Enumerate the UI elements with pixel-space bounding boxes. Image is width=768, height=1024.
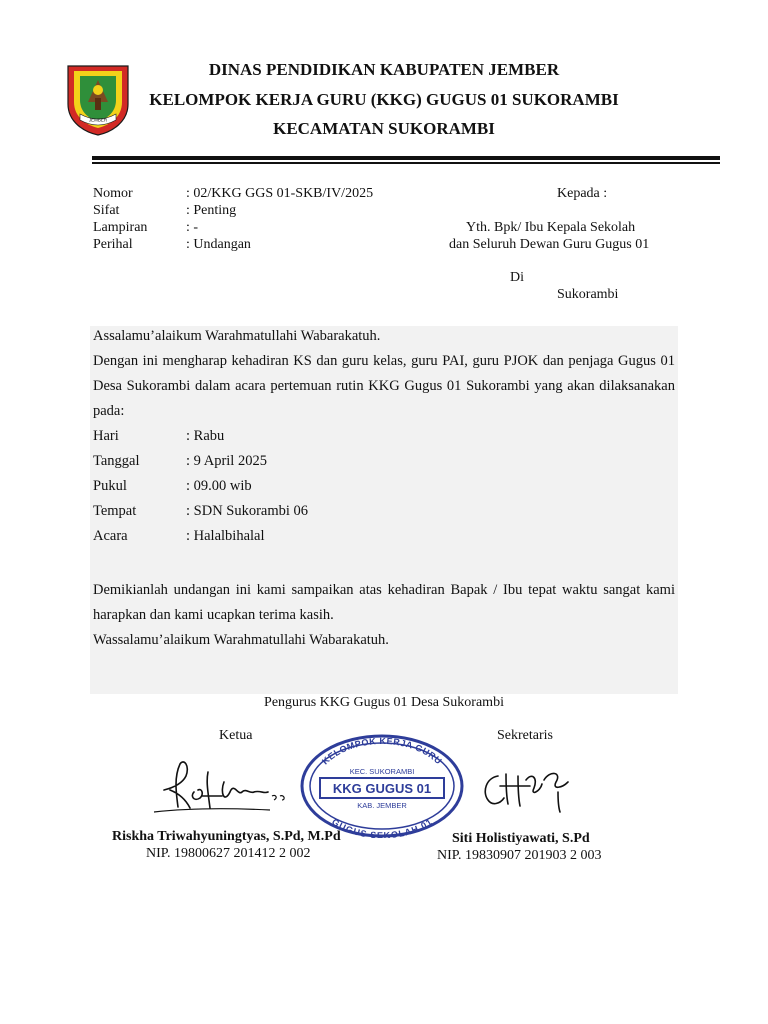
stamp-bottom-arc: GUGUS SEKOLAH 01	[330, 816, 435, 838]
meta-nomor-label: Nomor	[93, 186, 133, 201]
letterhead-line-3: KECAMATAN SUKORAMBI	[273, 119, 495, 138]
detail-acara-label: Acara	[93, 528, 128, 544]
left-signer-name: Riskha Triwahyuningtyas, S.Pd, M.Pd	[112, 829, 341, 844]
intro-paragraph: Dengan ini mengharap kehadiran KS dan guru kelas, guru PAI, guru PJOK dan penjaga Gugus 01 Desa Sukorambi dalam acara pertemuan rutin KKG Gugus 01 Sukorambi yang akan dilaksanakan pada:	[93, 353, 675, 419]
detail-tanggal-label: Tanggal	[93, 453, 140, 469]
kkg-stamp	[298, 730, 466, 838]
meta-lampiran-label: Lampiran	[93, 220, 148, 235]
left-role: Ketua	[219, 728, 253, 743]
right-role: Sekretaris	[497, 728, 553, 743]
meta-sifat-value: : Penting	[186, 203, 237, 218]
right-signer-name: Siti Holistiyawati, S.Pd	[452, 831, 590, 846]
left-signature	[150, 752, 300, 822]
meta-nomor-value: : 02/KKG GGS 01-SKB/IV/2025	[186, 186, 374, 201]
recipient-line-2: dan Seluruh Dewan Guru Gugus 01	[449, 237, 650, 252]
recipient-line-1: Yth. Bpk/ Ibu Kepala Sekolah	[466, 220, 636, 235]
stamp-kab: KAB. JEMBER	[357, 801, 407, 810]
detail-pukul-value: : 09.00 wib	[186, 478, 252, 494]
stamp-kec: KEC. SUKORAMBI	[349, 767, 415, 776]
detail-pukul-label: Pukul	[93, 478, 127, 494]
stamp-main: KKG GUGUS 01	[332, 781, 432, 796]
right-signature	[478, 762, 578, 822]
detail-hari-label: Hari	[93, 428, 119, 444]
letterhead-line-1: DINAS PENDIDIKAN KABUPATEN JEMBER	[208, 60, 560, 79]
detail-tempat-value: : SDN Sukorambi 06	[186, 503, 309, 519]
detail-tanggal-value: : 9 April 2025	[186, 453, 267, 469]
logo-ribbon-text: JEMBER	[88, 117, 108, 123]
farewell: Wassalamu’alaikum Warahmatullahi Wabarakatuh.	[93, 632, 389, 648]
org-name: Pengurus KKG Gugus 01 Desa Sukorambi	[264, 695, 504, 710]
svg-text:GUGUS SEKOLAH 01	[330, 817, 434, 838]
stamp-top-arc: KELOMPOK KERJA GURU	[320, 735, 444, 767]
letterhead-line-2: KELOMPOK KERJA GURU (KKG) GUGUS 01 SUKORAMBI	[149, 90, 619, 109]
meta-sifat-label: Sifat	[93, 203, 120, 218]
recipient-di: Di	[510, 270, 524, 285]
meta-lampiran-value: : -	[186, 220, 199, 235]
detail-acara-value: : Halalbihalal	[186, 528, 265, 544]
svg-text:KELOMPOK KERJA GURU	[320, 736, 444, 766]
meta-perihal-label: Perihal	[93, 237, 133, 252]
letterhead-divider-thin	[92, 162, 720, 164]
detail-hari-value: : Rabu	[186, 428, 225, 444]
letterhead-divider-thick	[92, 156, 720, 160]
recipient-kepada: Kepada :	[557, 186, 608, 201]
greeting: Assalamu’alaikum Warahmatullahi Wabarakatuh.	[93, 328, 381, 344]
closing-paragraph: Demikianlah undangan ini kami sampaikan atas kehadiran Bapak / Ibu tepat waktu sangat kami harapkan dan kami ucapkan terima kasih.	[93, 582, 675, 623]
right-signer-nip: NIP. 19830907 201903 2 003	[437, 848, 602, 863]
recipient-place: Sukorambi	[557, 287, 619, 302]
left-signer-nip: NIP. 19800627 201412 2 002	[146, 846, 311, 861]
detail-tempat-label: Tempat	[93, 503, 137, 519]
meta-perihal-value: : Undangan	[186, 237, 251, 252]
